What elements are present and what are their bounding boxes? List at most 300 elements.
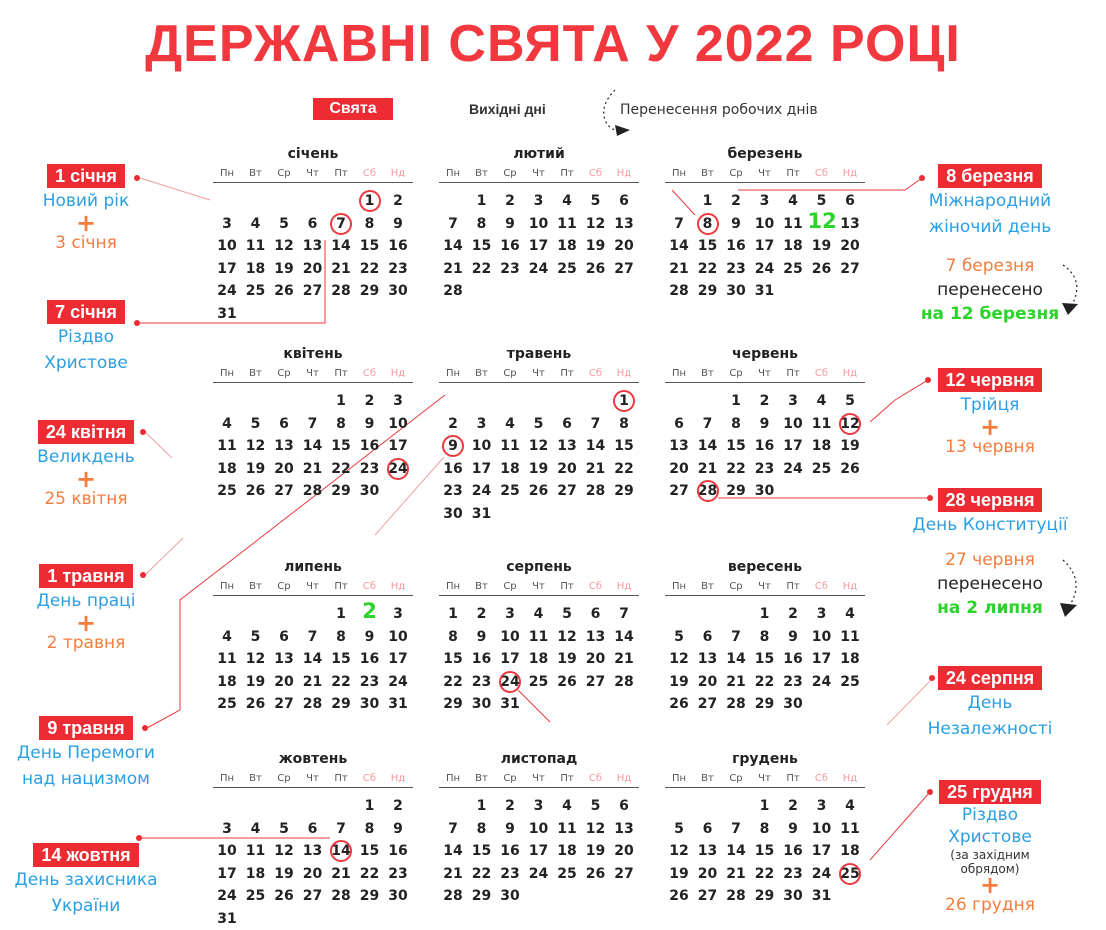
- holiday-observed: 26 грудня: [945, 895, 1035, 915]
- calendar-day: 25: [840, 865, 860, 882]
- calendar-day: 24: [528, 865, 549, 882]
- weekday-label: Нд: [390, 368, 406, 379]
- calendar-day: 7: [448, 215, 458, 232]
- calendar-day: 3: [816, 606, 827, 622]
- calendar-day: 2: [505, 798, 515, 814]
- weekday-label: Пн: [219, 168, 235, 179]
- calendar-day: 9: [788, 820, 798, 837]
- calendar-day: 14: [669, 238, 689, 255]
- holiday-name: Міжнародний: [928, 191, 1052, 211]
- calendar-day: 27: [274, 696, 294, 713]
- calendar-day: 10: [217, 238, 237, 255]
- calendar-day: 24: [388, 673, 408, 690]
- calendar-day: 10: [388, 628, 408, 645]
- month-name: березень: [727, 146, 803, 162]
- holiday-name: України: [51, 896, 121, 916]
- holiday-circle: [839, 863, 861, 885]
- calendar-day: 19: [585, 238, 606, 255]
- calendar-day: 19: [528, 460, 549, 477]
- calendar-day: 8: [759, 820, 770, 837]
- calendar-day: 17: [471, 460, 492, 477]
- calendar-day: 28: [331, 283, 351, 300]
- calendar-day: 18: [500, 460, 520, 477]
- weekday-label: Чт: [532, 581, 545, 592]
- transfer-from: 7 березня: [945, 256, 1035, 276]
- connector-dot: [927, 789, 933, 795]
- calendar-day: 24: [500, 673, 520, 690]
- month-5: [439, 346, 639, 521]
- weekday-label: Чт: [306, 773, 319, 784]
- calendar-day: 11: [557, 820, 577, 837]
- calendar-day: 28: [331, 888, 351, 905]
- holiday-note: (за західним: [950, 848, 1030, 862]
- holiday-jun28: [896, 488, 1084, 538]
- calendar-day: 5: [845, 393, 855, 409]
- calendar-day: 5: [562, 606, 572, 622]
- month-name: серпень: [506, 559, 572, 575]
- weekday-label: Ср: [729, 368, 743, 379]
- calendar-day: 30: [471, 696, 492, 713]
- calendar-day: 18: [245, 865, 266, 882]
- holiday-aug24: [900, 666, 1080, 742]
- calendar-day: 25: [528, 673, 549, 690]
- calendar-day: 14: [331, 843, 351, 860]
- calendar-day: 26: [245, 696, 266, 713]
- weekday-label: Ср: [503, 773, 517, 784]
- calendar-day: 18: [557, 238, 577, 255]
- calendar-day: 27: [585, 673, 606, 690]
- calendar-day: 16: [471, 651, 492, 668]
- holiday-tag: 1 травня: [39, 564, 132, 588]
- weekday-label: Пн: [219, 368, 235, 379]
- calendar-day: 26: [245, 483, 266, 500]
- weekday-label: Чт: [306, 368, 319, 379]
- calendar-day: 26: [669, 888, 689, 905]
- holiday-circle: [359, 190, 381, 212]
- calendar-day: 11: [245, 238, 266, 255]
- weekday-label: Чт: [758, 581, 771, 592]
- calendar-day: 3: [222, 215, 232, 232]
- calendar-day: 31: [811, 888, 832, 905]
- calendar-day: 7: [448, 820, 458, 837]
- holiday-name: Христове: [948, 827, 1032, 847]
- calendar-day: 20: [274, 673, 294, 690]
- weekday-label: Ср: [729, 773, 743, 784]
- holiday-tag: 25 грудня: [939, 780, 1041, 804]
- calendar-day: 13: [614, 820, 634, 837]
- calendar-day: 26: [585, 260, 606, 277]
- calendar-day: 22: [359, 865, 380, 882]
- month-name: лютий: [513, 146, 565, 162]
- calendar-day: 25: [245, 888, 266, 905]
- calendar-day: 3: [759, 193, 770, 209]
- calendar-day: 19: [840, 438, 860, 455]
- weekday-label: Пт: [334, 581, 348, 592]
- calendar-day: 15: [471, 238, 492, 255]
- transfer-from: 27 червня: [945, 550, 1035, 570]
- calendar-day: 23: [726, 260, 746, 277]
- calendar-day: 12: [557, 628, 577, 645]
- calendar-day: 21: [614, 651, 634, 668]
- calendar-day: 22: [471, 260, 492, 277]
- calendar-day: 3: [505, 606, 515, 622]
- calendar-day: 27: [697, 696, 718, 713]
- calendar-day: 5: [250, 628, 261, 645]
- holiday-name: Незалежності: [927, 719, 1053, 739]
- calendar-day: 25: [500, 483, 520, 500]
- calendar-day: 21: [302, 673, 323, 690]
- calendar-day: 11: [500, 438, 520, 455]
- month-10: [213, 751, 413, 926]
- calendar-day: 12: [274, 238, 294, 255]
- calendar-day: 12: [840, 415, 860, 432]
- calendar-day: 30: [388, 888, 408, 905]
- calendar-day: 8: [702, 215, 713, 232]
- calendar-day: 2: [788, 606, 798, 622]
- page-title: ДЕРЖАВНІ СВЯТА У 2022 РОЦІ: [145, 15, 961, 73]
- month-11: [439, 751, 639, 926]
- month-rule: [213, 787, 413, 788]
- month-rule: [439, 382, 639, 383]
- calendar-day: 1: [759, 798, 770, 814]
- calendar-day: 21: [302, 460, 323, 477]
- weekday-label: Пн: [445, 581, 461, 592]
- month-name: січень: [287, 146, 339, 162]
- calendar-day: 6: [307, 820, 318, 837]
- weekday-label: Вт: [475, 368, 488, 379]
- holiday-name: День захисника: [14, 870, 158, 890]
- holiday-oct14: [0, 843, 172, 919]
- weekday-label: Сб: [362, 168, 377, 179]
- weekday-label: Чт: [306, 168, 319, 179]
- weekday-label: Вт: [475, 168, 488, 179]
- weekday-label: Вт: [701, 368, 714, 379]
- month-rule: [213, 182, 413, 183]
- weekday-label: Сб: [362, 368, 377, 379]
- weekday-label: Ср: [277, 168, 291, 179]
- calendar-day: 23: [783, 865, 803, 882]
- weekday-label: Пн: [671, 581, 687, 592]
- calendar-day: 28: [302, 483, 323, 500]
- calendar-day: 30: [783, 888, 803, 905]
- calendar-day: 10: [754, 215, 775, 232]
- calendar-day: 27: [302, 283, 323, 300]
- calendar-day: 22: [471, 865, 492, 882]
- calendar-day: 11: [217, 651, 237, 668]
- month-rule: [439, 182, 639, 183]
- calendar-day: 10: [471, 438, 492, 455]
- calendar-day: 19: [585, 843, 606, 860]
- calendar-day: 14: [443, 843, 463, 860]
- calendar-day: 20: [274, 460, 294, 477]
- calendar-day: 8: [476, 820, 487, 837]
- weekday-label: Чт: [758, 168, 771, 179]
- calendar-day: 6: [702, 628, 713, 645]
- calendar-day: 9: [393, 215, 403, 232]
- calendar-day: 2: [476, 606, 487, 622]
- calendar-day: 28: [726, 696, 746, 713]
- holiday-tag: 28 червня: [938, 488, 1043, 512]
- calendar-day: 27: [669, 483, 689, 500]
- calendar-day: 17: [388, 651, 408, 668]
- calendar-day: 23: [359, 460, 380, 477]
- legend-transfer: Перенесення робочих днів: [620, 102, 818, 118]
- calendar-day: 6: [702, 820, 713, 837]
- calendar-day: 4: [562, 798, 572, 814]
- holiday-tag: 14 жовтня: [33, 843, 138, 867]
- connector-dot: [134, 320, 140, 326]
- calendar-day: 26: [811, 260, 832, 277]
- calendar-day: 31: [217, 911, 237, 927]
- calendar-day: 26: [669, 696, 689, 713]
- calendar-day: 1: [476, 798, 487, 814]
- month-rule: [665, 182, 865, 183]
- calendar-day: 4: [250, 820, 261, 837]
- calendar-day: 14: [697, 438, 718, 455]
- weekday-label: Нд: [842, 368, 858, 379]
- calendar-day: 15: [471, 843, 492, 860]
- holiday-name: Трійця: [960, 395, 1020, 415]
- calendar-day: 30: [783, 696, 803, 713]
- calendar-day: 5: [533, 415, 544, 432]
- calendar-day: 6: [845, 193, 855, 209]
- calendar-day: 2: [448, 415, 458, 432]
- calendar-day: 24: [388, 460, 408, 477]
- calendar-day: 18: [528, 651, 549, 668]
- calendar-day: 15: [614, 438, 634, 455]
- holiday-circle: [839, 413, 861, 435]
- calendar-day: 5: [279, 820, 289, 837]
- weekday-label: Нд: [616, 168, 632, 179]
- calendar-day: 7: [590, 415, 601, 432]
- calendar-day: 29: [331, 483, 351, 500]
- month-3: [665, 146, 865, 321]
- holiday-circle: [697, 213, 719, 235]
- calendar-day: 7: [619, 606, 629, 622]
- calendar-day: 3: [393, 393, 403, 409]
- legend-holidays: Свята: [313, 98, 393, 120]
- calendar-day: 31: [500, 696, 520, 713]
- calendar-day: 8: [336, 415, 346, 432]
- calendar-day: 6: [619, 798, 629, 814]
- calendar-day: 19: [557, 651, 577, 668]
- month-rule: [439, 787, 639, 788]
- calendar-day: 5: [674, 628, 684, 645]
- calendar-day: 28: [443, 888, 463, 905]
- weekday-label: Нд: [842, 581, 858, 592]
- weekday-label: Ср: [503, 368, 517, 379]
- calendar-day: 18: [840, 843, 860, 860]
- weekday-label: Сб: [588, 581, 603, 592]
- holiday-circle: [330, 213, 352, 235]
- calendar-day: 16: [388, 843, 408, 860]
- calendar-day: 7: [336, 820, 346, 837]
- holiday-observed: 25 квітня: [44, 489, 128, 509]
- calendar-day: 27: [614, 260, 634, 277]
- holiday-apr24: [26, 420, 146, 510]
- calendar-day: 1: [702, 193, 713, 209]
- calendar-day: 17: [217, 865, 237, 882]
- weekday-label: Ср: [277, 581, 291, 592]
- calendar-day: 3: [533, 798, 544, 814]
- calendar-day: 29: [443, 696, 463, 713]
- calendar-day: 21: [585, 460, 606, 477]
- calendar-day: 4: [845, 606, 855, 622]
- weekday-label: Пт: [560, 581, 574, 592]
- weekday-label: Чт: [532, 168, 545, 179]
- transfer-to: на 12 березня: [920, 304, 1060, 324]
- holiday-jan7: [36, 300, 136, 376]
- calendar-day: 14: [443, 238, 463, 255]
- calendar-day: 9: [393, 820, 403, 837]
- calendar-day: 3: [393, 606, 403, 622]
- calendar-day: 2: [788, 798, 798, 814]
- calendar-day: 25: [840, 673, 860, 690]
- calendar-day: 22: [614, 460, 634, 477]
- weekday-label: Пт: [786, 773, 800, 784]
- holiday-tag: 7 січня: [47, 300, 125, 324]
- calendar-day: 6: [279, 415, 289, 432]
- calendar-day: 25: [811, 460, 832, 477]
- calendar-day: 9: [505, 215, 515, 232]
- calendar-day: 11: [245, 843, 266, 860]
- calendar-day: 2: [505, 193, 515, 209]
- calendar-day: 6: [307, 215, 318, 232]
- calendar-day: 9: [364, 415, 375, 432]
- calendar-day: 17: [388, 438, 408, 455]
- holiday-name: День Перемоги: [17, 743, 155, 763]
- calendar-day: 17: [811, 843, 832, 860]
- calendar-day: 4: [505, 415, 515, 432]
- calendar-day: 6: [674, 415, 684, 432]
- calendar-day: 19: [274, 260, 294, 277]
- month-9: [665, 559, 865, 734]
- weekday-label: Сб: [814, 581, 829, 592]
- weekday-label: Чт: [306, 581, 319, 592]
- weekday-label: Сб: [814, 368, 829, 379]
- holiday-name: Новий рік: [42, 191, 130, 211]
- calendar-day: 22: [443, 673, 463, 690]
- calendar-day: 12: [669, 843, 689, 860]
- connector-dot: [140, 572, 146, 578]
- calendar-day: 20: [557, 460, 577, 477]
- weekday-label: Пт: [560, 773, 574, 784]
- calendar-day: 6: [590, 606, 601, 622]
- calendar-day: 18: [217, 460, 237, 477]
- weekday-label: Пт: [560, 168, 574, 179]
- calendar-day: 1: [364, 193, 375, 209]
- holiday-name: День: [967, 693, 1013, 713]
- transfer-march: [900, 254, 1080, 326]
- calendar-day: 26: [528, 483, 549, 500]
- connector-dot: [140, 429, 146, 435]
- weekday-label: Чт: [532, 368, 545, 379]
- calendar-day: 21: [331, 260, 351, 277]
- calendar-day: 14: [585, 438, 606, 455]
- calendar-day: 21: [443, 865, 463, 882]
- calendar-day: 8: [619, 415, 629, 432]
- weekday-label: Пт: [560, 368, 574, 379]
- calendar-day: 30: [754, 483, 775, 500]
- plus-sign: +: [979, 871, 1001, 899]
- calendar-day: 28: [302, 696, 323, 713]
- calendar-day: 28: [697, 483, 718, 500]
- calendar-day: 23: [359, 673, 380, 690]
- calendar-day: 2: [393, 798, 403, 814]
- calendar-day: 31: [388, 696, 408, 713]
- calendar-day: 7: [307, 415, 318, 432]
- connector-dot: [134, 175, 140, 181]
- connector-dot: [929, 675, 935, 681]
- transfer-mid: перенесено: [937, 280, 1043, 300]
- month-name: листопад: [500, 751, 578, 767]
- calendar-day: 21: [443, 260, 463, 277]
- calendar-day: 11: [840, 820, 860, 837]
- calendar-day: 15: [697, 238, 718, 255]
- month-6: [665, 346, 865, 521]
- calendar-day: 10: [811, 628, 832, 645]
- calendar-day: 3: [816, 798, 827, 814]
- calendar-day: 28: [585, 483, 606, 500]
- weekday-label: Нд: [616, 581, 632, 592]
- calendar-day: 27: [697, 888, 718, 905]
- weekday-label: Нд: [842, 773, 858, 784]
- calendar-day: 22: [697, 260, 718, 277]
- calendar-day: 23: [443, 483, 463, 500]
- calendar-day: 16: [500, 843, 520, 860]
- weekday-label: Вт: [475, 773, 488, 784]
- holiday-tag: 9 травня: [39, 716, 132, 740]
- calendar-day: 29: [754, 696, 775, 713]
- weekday-label: Вт: [701, 581, 714, 592]
- holiday-observed: 3 січня: [55, 233, 117, 253]
- weekday-label: Вт: [249, 168, 262, 179]
- weekday-label: Сб: [588, 168, 603, 179]
- month-rule: [213, 595, 413, 596]
- weekday-label: Нд: [390, 168, 406, 179]
- weekday-label: Вт: [249, 368, 262, 379]
- calendar-day: 29: [359, 283, 380, 300]
- month-name: вересень: [727, 559, 803, 575]
- calendar-day: 25: [217, 696, 237, 713]
- calendar-day: 18: [557, 843, 577, 860]
- weekday-label: Вт: [249, 773, 262, 784]
- calendar-day: 21: [331, 865, 351, 882]
- calendar-day: 18: [840, 651, 860, 668]
- weekday-label: Вт: [701, 773, 714, 784]
- calendar-day: 11: [528, 628, 549, 645]
- calendar-day: 19: [245, 673, 266, 690]
- calendar-day: 3: [476, 415, 487, 432]
- calendar-day: 15: [359, 238, 380, 255]
- calendar-day: 25: [245, 283, 266, 300]
- calendar-day: 4: [222, 415, 232, 432]
- calendar-day: 17: [217, 260, 237, 277]
- calendar-day: 17: [811, 651, 832, 668]
- calendar-day: 19: [669, 673, 689, 690]
- calendar-day: 4: [222, 628, 232, 645]
- month-name: квітень: [283, 346, 343, 362]
- month-4: [213, 346, 413, 521]
- calendar-day: 14: [726, 651, 746, 668]
- calendar-day: 13: [697, 843, 718, 860]
- calendar-day: 18: [245, 260, 266, 277]
- calendar-day: 13: [557, 438, 577, 455]
- calendar-day: 26: [557, 673, 577, 690]
- calendar-day: 17: [754, 238, 775, 255]
- calendar-day: 5: [279, 215, 289, 232]
- calendar-day: 13: [274, 438, 294, 455]
